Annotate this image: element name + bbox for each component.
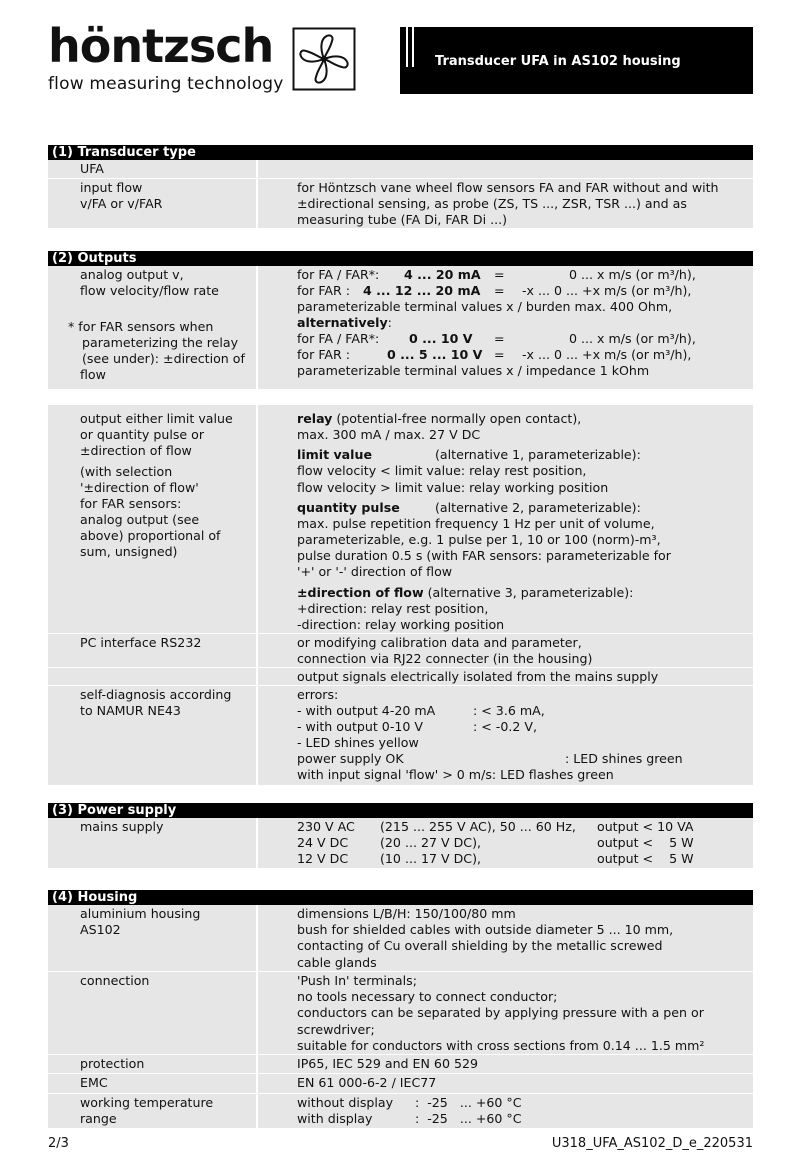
section-heading: (2) Outputs	[48, 251, 753, 266]
table-row	[48, 1055, 753, 1074]
table-row	[48, 160, 753, 179]
table-row	[48, 179, 753, 229]
row-label: aluminium housing AS102	[80, 906, 201, 937]
section-heading: (4) Housing	[48, 890, 753, 905]
header-divider	[412, 27, 414, 67]
brand-logo	[48, 19, 284, 94]
row-label: mains supply	[80, 819, 164, 834]
row-label: protection	[80, 1056, 145, 1071]
header-divider	[406, 27, 408, 67]
row-label: input flow v/FA or v/FAR	[80, 180, 163, 211]
row-value: relay (potential-free normally open contact), max. 300 mA / max. 27 V DC limit value (alternative 1, parameterizable): flow velocity < limit value: relay rest position, flow velocity > limit value: relay working position quantity pulse (alternative 2, parameterizable): max. pulse repetition frequency 1 Hz per unit of volume, parameterizable, e.g. 1 pulse per 1, 10 or 100 (norm)-m³, pulse duration 0.5 s (with FAR sensors: parameterizable for '+' or '-' direction of flow ±direction of flow (alternative 3, parameterizable): +direction: relay rest position, -direction: relay working position	[297, 411, 671, 633]
table-row	[48, 1074, 753, 1094]
section-outputs	[48, 251, 753, 390]
brand-tagline: flow measuring technology	[48, 74, 284, 94]
row-value: for FA / FAR*: 4 ... 20 mA = 0 ... x m/s (or m³/h), for FAR : 4 ... 12 ... 20 mA = -x ... 0 ... +x m/s (or m³/h), parameterizable terminal values x / burden max. 400 Ohm, alternatively: for FA / FAR*: 0 ... 10 V = 0 ... x m/s (or m³/h), for FAR : 0 ... 5 ... 10 V = -x ... 0 ... +x m/s (or m³/h), parameterizable terminal values x / impedance 1 kOhm	[297, 267, 696, 379]
row-label: self-diagnosis according to NAMUR NE43	[80, 687, 232, 718]
row-value: IP65, IEC 529 and EN 60 529	[297, 1056, 478, 1071]
row-label: analog output v, flow velocity/flow rate * for FAR sensors when parameterizing the relay (see under): ±direction of flow	[68, 267, 245, 382]
brand-name: höntzsch	[48, 19, 274, 73]
document-title: Transducer UFA in AS102 housing	[435, 54, 681, 69]
fan-logo-icon	[292, 27, 356, 91]
row-value: 230 V AC (215 ... 255 V AC), 50 ... 60 Hz, output < 10 VA 24 V DC (20 ... 27 V DC), output < 5 W 12 V DC (10 ... 17 V DC), output < 5 W	[297, 819, 694, 866]
row-label: EMC	[80, 1075, 108, 1090]
row-value: output signals electrically isolated from the mains supply	[297, 669, 659, 684]
table-row	[48, 668, 753, 686]
table-row	[48, 266, 753, 390]
section-heading: (1) Transducer type	[48, 145, 753, 160]
table-row	[48, 818, 753, 869]
table-row	[48, 972, 753, 1055]
table-row	[48, 905, 753, 972]
row-value: EN 61 000-6-2 / IEC77	[297, 1075, 437, 1090]
row-value: or modifying calibration data and parameter, connection via RJ22 connecter (in the housing)	[297, 635, 593, 667]
document-code: U318_UFA_AS102_D_e_220531	[551, 1136, 753, 1151]
row-value: dimensions L/B/H: 150/100/80 mm bush for shielded cables with outside diameter 5 ... 10 mm, contacting of Cu overall shielding by the metallic screwed cable glands	[297, 906, 674, 970]
row-value: for Höntzsch vane wheel flow sensors FA and FAR without and with ±directional sensing, as probe (ZS, TS ..., ZSR, TSR ...) and as measuring tube (FA Di, FAR Di ...)	[297, 180, 719, 228]
row-value: 'Push In' terminals; no tools necessary to connect conductor; conductors can be separated by applying pressure with a pen or screwdriver; suitable for conductors with cross sections from 0.14 ... 1.5 mm²	[297, 973, 705, 1053]
row-label: PC interface RS232	[80, 635, 202, 650]
row-label: connection	[80, 973, 150, 988]
section-heading: (3) Power supply	[48, 803, 753, 818]
page-number: 2/3	[48, 1136, 69, 1151]
row-label: working temperature range	[80, 1095, 214, 1126]
row-label: UFA	[80, 161, 104, 176]
table-row	[48, 686, 753, 786]
section-housing	[48, 890, 753, 1129]
section-transducer-type	[48, 145, 753, 229]
row-value: errors: - with output 4-20 mA : < 3.6 mA, - with output 0-10 V : < -0.2 V, - LED shines yellow power supply OK : LED shines green with input signal 'flow' > 0 m/s: LED flashes green	[297, 687, 683, 783]
row-value: without display : -25 ... +60 °C with display : -25 ... +60 °C	[297, 1095, 522, 1126]
section-power-supply	[48, 803, 753, 869]
section-outputs-continued	[48, 405, 753, 786]
table-row	[48, 634, 753, 668]
table-row	[48, 1094, 753, 1129]
row-label: output either limit value or quantity pulse or ±direction of flow (with selection '±direction of flow' for FAR sensors: analog output (see above) proportional of sum, unsigned)	[80, 411, 233, 559]
table-row	[48, 405, 753, 634]
